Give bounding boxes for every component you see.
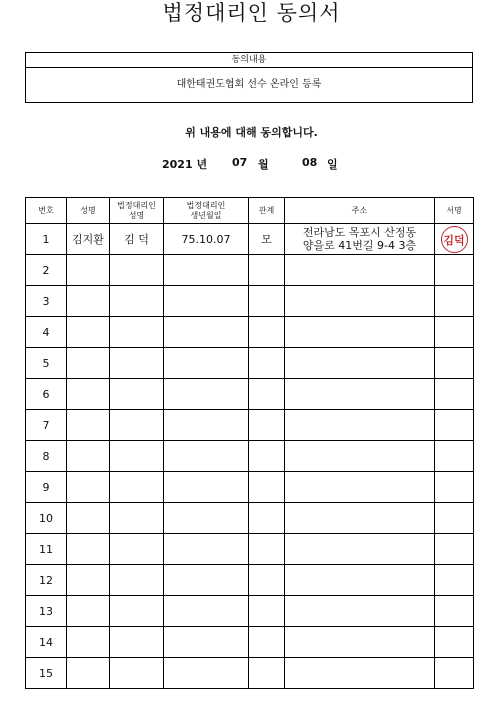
table-row	[26, 410, 474, 441]
row-address	[285, 627, 435, 658]
row-name	[67, 286, 110, 317]
row-guardian-name	[110, 627, 164, 658]
signature-stamp: 김덕	[441, 226, 468, 253]
row-guardian-birth	[164, 317, 249, 348]
date-month: 07	[232, 156, 248, 169]
row-guardian-birth	[164, 286, 249, 317]
consent-content: 대한태권도협회 선수 온라인 등록	[176, 79, 322, 90]
row-guardian-name	[110, 534, 164, 565]
row-relation	[249, 565, 285, 596]
row-guardian-birth	[164, 441, 249, 472]
row-number: 5	[26, 348, 67, 379]
date-day-unit: 일	[327, 158, 338, 171]
row-address	[285, 317, 435, 348]
guardian-table	[25, 197, 474, 689]
header-no: 번호	[26, 198, 67, 224]
row-relation: 모	[249, 224, 285, 255]
row-guardian-birth	[164, 658, 249, 689]
consent-box	[25, 52, 473, 103]
row-name	[67, 534, 110, 565]
row-address	[285, 658, 435, 689]
row-guardian-birth	[164, 348, 249, 379]
row-name	[67, 348, 110, 379]
header-guardian-name: 법정대리인 성명	[110, 198, 164, 224]
row-guardian-name	[110, 317, 164, 348]
table-row	[26, 441, 474, 472]
row-name	[67, 503, 110, 534]
row-relation	[249, 658, 285, 689]
row-name	[67, 441, 110, 472]
date-year: 2021 년	[162, 158, 208, 171]
row-signature	[435, 565, 474, 596]
row-guardian-birth	[164, 379, 249, 410]
row-guardian-name	[110, 503, 164, 534]
row-name	[67, 410, 110, 441]
row-signature	[435, 503, 474, 534]
header-name: 성명	[67, 198, 110, 224]
row-number: 2	[26, 255, 67, 286]
row-signature	[435, 410, 474, 441]
row-relation	[249, 255, 285, 286]
row-name	[67, 658, 110, 689]
row-address	[285, 503, 435, 534]
agreement-statement: 위 내용에 대해 동의합니다.	[185, 126, 318, 139]
row-guardian-birth	[164, 472, 249, 503]
table-row	[26, 596, 474, 627]
row-address	[285, 596, 435, 627]
row-address	[285, 534, 435, 565]
row-number: 1	[26, 224, 67, 255]
row-guardian-name	[110, 379, 164, 410]
row-number: 4	[26, 317, 67, 348]
row-guardian-birth	[164, 410, 249, 441]
row-signature	[435, 286, 474, 317]
row-guardian-name	[110, 658, 164, 689]
row-relation	[249, 627, 285, 658]
row-number: 8	[26, 441, 67, 472]
row-name	[67, 255, 110, 286]
table-row	[26, 286, 474, 317]
row-relation	[249, 503, 285, 534]
row-address	[285, 565, 435, 596]
row-guardian-name	[110, 596, 164, 627]
row-name	[67, 317, 110, 348]
header-relation: 관계	[249, 198, 285, 224]
row-number: 3	[26, 286, 67, 317]
table-row	[26, 503, 474, 534]
row-relation	[249, 379, 285, 410]
row-relation	[249, 410, 285, 441]
header-guardian-birth: 법정대리인 생년월일	[164, 198, 249, 224]
row-number: 11	[26, 534, 67, 565]
row-guardian-birth	[164, 627, 249, 658]
row-signature	[435, 441, 474, 472]
row-guardian-name	[110, 255, 164, 286]
row-guardian-birth: 75.10.07	[164, 224, 249, 255]
row-signature	[435, 348, 474, 379]
row-relation	[249, 286, 285, 317]
row-address	[285, 441, 435, 472]
row-guardian-name	[110, 348, 164, 379]
row-address	[285, 224, 435, 255]
row-guardian-birth	[164, 565, 249, 596]
row-signature	[435, 379, 474, 410]
row-name	[67, 565, 110, 596]
row-relation	[249, 534, 285, 565]
row-number: 12	[26, 565, 67, 596]
row-guardian-birth	[164, 503, 249, 534]
consent-heading: 동의내용	[26, 53, 472, 68]
row-name	[67, 627, 110, 658]
table-row	[26, 317, 474, 348]
row-relation	[249, 472, 285, 503]
row-number: 9	[26, 472, 67, 503]
row-guardian-birth	[164, 596, 249, 627]
date-month-unit: 월	[258, 158, 269, 171]
table-row	[26, 627, 474, 658]
header-signature: 서명	[435, 198, 474, 224]
row-guardian-name	[110, 441, 164, 472]
row-relation	[249, 596, 285, 627]
row-number: 13	[26, 596, 67, 627]
row-name	[67, 472, 110, 503]
table-row	[26, 348, 474, 379]
row-relation	[249, 317, 285, 348]
row-number: 6	[26, 379, 67, 410]
row-number: 10	[26, 503, 67, 534]
row-signature	[435, 224, 474, 255]
row-guardian-name	[110, 472, 164, 503]
row-relation	[249, 348, 285, 379]
table-row	[26, 379, 474, 410]
row-name	[67, 379, 110, 410]
address-line2: 양을로 41번길 9-4 3층	[302, 239, 417, 252]
table-row	[26, 534, 474, 565]
header-address: 주소	[285, 198, 435, 224]
row-address	[285, 379, 435, 410]
row-signature	[435, 472, 474, 503]
row-signature	[435, 658, 474, 689]
row-guardian-birth	[164, 255, 249, 286]
row-address	[285, 255, 435, 286]
row-name: 김지환	[67, 224, 110, 255]
row-address	[285, 472, 435, 503]
page-title: 법정대리인 동의서	[162, 1, 341, 25]
table-header-row	[26, 198, 474, 224]
row-signature	[435, 317, 474, 348]
row-guardian-name: 김 덕	[110, 224, 164, 255]
row-name	[67, 596, 110, 627]
table-body	[26, 224, 474, 689]
row-guardian-name	[110, 565, 164, 596]
date-day: 08	[302, 156, 318, 169]
row-number: 14	[26, 627, 67, 658]
row-signature	[435, 255, 474, 286]
row-signature	[435, 627, 474, 658]
address-line1: 전라남도 목포시 산정동	[302, 226, 417, 239]
table-row	[26, 224, 474, 255]
row-address	[285, 348, 435, 379]
row-signature	[435, 596, 474, 627]
row-address	[285, 410, 435, 441]
row-number: 7	[26, 410, 67, 441]
row-guardian-birth	[164, 534, 249, 565]
table-row	[26, 255, 474, 286]
row-signature	[435, 534, 474, 565]
table-row	[26, 565, 474, 596]
row-address	[285, 286, 435, 317]
table-row	[26, 472, 474, 503]
row-guardian-name	[110, 410, 164, 441]
row-relation	[249, 441, 285, 472]
table-row	[26, 658, 474, 689]
row-number: 15	[26, 658, 67, 689]
row-guardian-name	[110, 286, 164, 317]
